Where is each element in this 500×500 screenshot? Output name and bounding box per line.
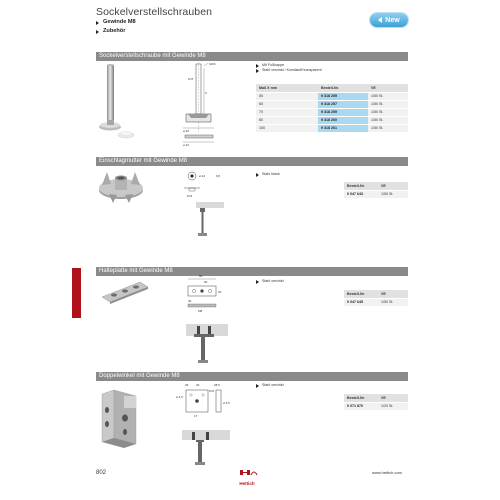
section-header-einschlagmutter: Einschlagmutter mit Gewinde M8 bbox=[96, 157, 408, 166]
dimension-label: 30 bbox=[188, 299, 192, 303]
feature-list bbox=[256, 383, 284, 388]
triangle-right-icon bbox=[96, 21, 99, 25]
dimension-label: 26 bbox=[185, 383, 189, 387]
column-header: VE bbox=[378, 394, 408, 402]
dimension-label: 9,5 bbox=[216, 174, 221, 178]
triangle-right-icon bbox=[256, 69, 259, 73]
list-item: Stahl verzinkt bbox=[256, 279, 284, 284]
dimension-label: M8 bbox=[198, 309, 203, 313]
table-header-row bbox=[256, 84, 408, 92]
dimension-label: ø 30 bbox=[183, 129, 190, 133]
table-header-row bbox=[344, 182, 408, 190]
breadcrumb bbox=[96, 18, 136, 36]
triangle-right-icon bbox=[96, 30, 99, 34]
dimension-label: X bbox=[205, 91, 208, 95]
column-header: VE bbox=[368, 84, 408, 92]
breadcrumb-item[interactable]: Gewinde M8 bbox=[96, 18, 136, 27]
dimension-label: M 8 bbox=[209, 389, 215, 393]
triangle-right-icon bbox=[256, 64, 259, 68]
table-header-row bbox=[344, 290, 408, 298]
column-header: Bestell-Nr. bbox=[344, 290, 378, 298]
dimension-label: 17 bbox=[194, 414, 198, 418]
dimension-label: ø 32 bbox=[183, 143, 190, 147]
double-bracket-drawing bbox=[176, 382, 232, 466]
column-header: Bestell-Nr. bbox=[344, 394, 378, 402]
mounting-plate-drawing bbox=[184, 274, 230, 366]
order-table bbox=[344, 394, 408, 410]
triangle-right-icon bbox=[256, 173, 259, 177]
dimension-label: 28,5 bbox=[214, 383, 220, 387]
dimension-label: ø 5,5 bbox=[223, 401, 230, 405]
leveling-screw-photo bbox=[96, 64, 140, 144]
column-header: Bestell-Nr. bbox=[344, 182, 378, 190]
table-row: 0 047 643 1/50 St. bbox=[344, 190, 408, 198]
triangle-right-icon bbox=[256, 280, 259, 284]
list-item: Mit Fußkappe bbox=[256, 63, 322, 68]
table-row: 80 9 318 260 1/50 St. bbox=[256, 116, 408, 124]
table-header-row bbox=[344, 394, 408, 402]
new-badge: New bbox=[370, 13, 408, 27]
section-header-sockelverstellschraube: Sockelverstellschraube mit Gewinde M8 bbox=[96, 52, 408, 61]
section-header-doppelwinkel: Doppelwinkel mit Gewinde M8 bbox=[96, 372, 408, 381]
page-number: 802 bbox=[96, 470, 107, 476]
dimension-label: ø 4,5 bbox=[176, 395, 183, 399]
page-title: Sockelverstellschrauben bbox=[96, 6, 213, 18]
feature-list bbox=[256, 63, 322, 73]
dimension-label: 33 bbox=[196, 383, 200, 387]
table-row: 60 9 318 257 1/50 St. bbox=[256, 100, 408, 108]
dimension-label: ø 22 bbox=[199, 174, 206, 178]
table-row: 70 9 318 259 1/50 St. bbox=[256, 108, 408, 116]
dimension-label: 30 bbox=[204, 280, 208, 284]
dimension-label: M 8 bbox=[188, 77, 194, 81]
table-row: 0 047 645 1/50 St. bbox=[344, 298, 408, 306]
dimension-label: 20 bbox=[218, 290, 222, 294]
list-item: Stahl blank bbox=[256, 172, 280, 177]
feature-list bbox=[256, 172, 280, 177]
feature-list bbox=[256, 279, 284, 284]
dimension-label: M 8 bbox=[187, 194, 193, 198]
column-header: Bestell-Nr. bbox=[318, 84, 368, 92]
table-row: 100 9 318 261 1/50 St. bbox=[256, 124, 408, 132]
column-header: VE bbox=[378, 290, 408, 298]
breadcrumb-item[interactable]: Zubehör bbox=[96, 27, 136, 36]
hettich-logo: Hettich bbox=[236, 463, 258, 477]
arrow-left-icon bbox=[378, 17, 382, 23]
list-item: Stahl verzinkt / Kunststoff transparent bbox=[256, 68, 322, 73]
table-row: 0 071 870 1/20 St. bbox=[344, 402, 408, 410]
order-table bbox=[256, 84, 408, 132]
dimension-label: 80 bbox=[199, 274, 203, 278]
list-item: Stahl verzinkt bbox=[256, 383, 284, 388]
mounting-plate-photo bbox=[100, 280, 150, 304]
order-table bbox=[344, 182, 408, 198]
table-row: 50 9 318 255 1/50 St. bbox=[256, 92, 408, 100]
order-table bbox=[344, 290, 408, 306]
section-header-halteplatte: Halteplatte mit Gewinde M8 bbox=[96, 267, 408, 276]
column-header: Maß X mm bbox=[256, 84, 318, 92]
logo-mark-icon bbox=[236, 469, 258, 476]
double-bracket-photo bbox=[96, 388, 146, 448]
tee-nut-drawing bbox=[180, 166, 226, 242]
column-header: VE bbox=[378, 182, 408, 190]
leveling-screw-drawing bbox=[178, 62, 218, 148]
tee-nut-photo bbox=[96, 168, 146, 206]
dimension-label: SW4 bbox=[209, 62, 216, 66]
footer-url[interactable]: www.hettich.com bbox=[372, 470, 403, 475]
chapter-tab bbox=[72, 268, 81, 318]
triangle-right-icon bbox=[256, 384, 259, 388]
